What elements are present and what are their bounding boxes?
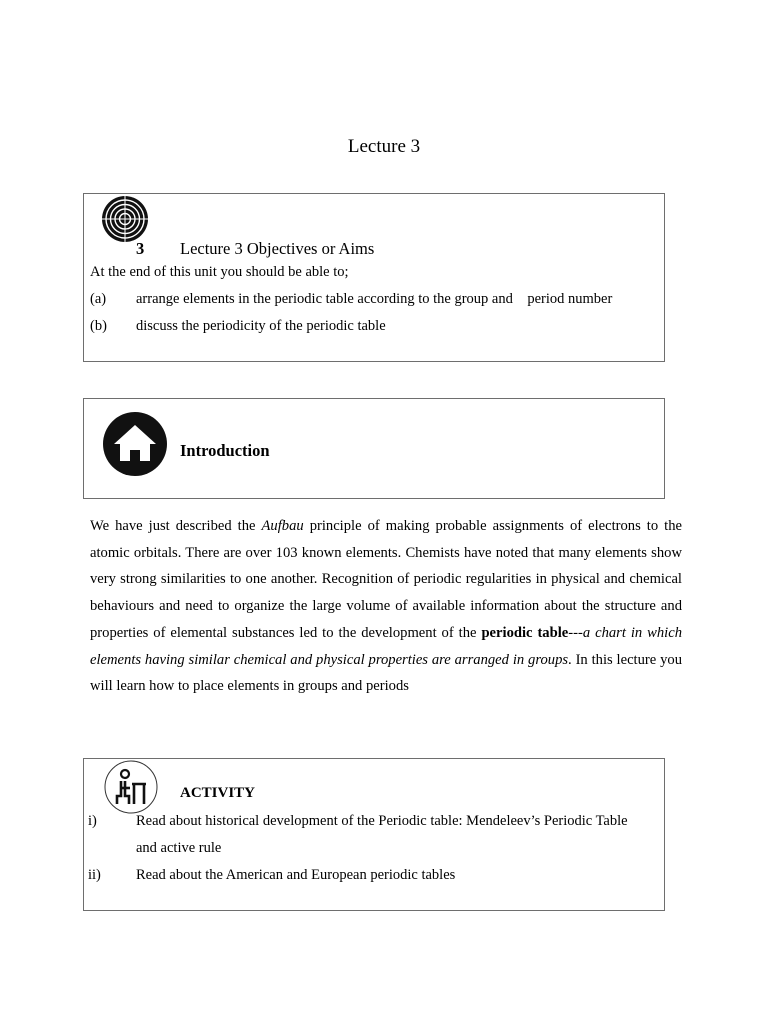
objective-label-b: (b) [90,318,107,334]
objective-label-a: (a) [90,291,107,307]
objective-text-a: arrange elements in the periodic table according to the group and period number [136,291,613,307]
periodic-table-term: periodic table [481,624,569,641]
activity-text-i-continued: and active rule [136,840,222,856]
aufbau-term: Aufbau [261,518,304,534]
introduction-heading: Introduction [180,441,270,460]
target-icon [101,195,149,243]
objectives-number: 3 [136,239,145,258]
home-icon [102,411,168,477]
activity-text-ii: Read about the American and European periodic tables [136,867,456,883]
activity-label-i: i) [88,813,97,829]
activity-text-i: Read about historical development of the Periodic table: Mendeleev’s Periodic Table [136,813,628,829]
introduction-box [83,398,665,499]
objectives-heading: Lecture 3 Objectives or Aims [180,239,375,258]
objective-text-b: discuss the periodicity of the periodic table [136,318,386,334]
paragraph-text-3: . In this lecture you will learn how to place elements in groups and periods [90,651,682,695]
paragraph-dashes: --- [568,624,583,641]
paragraph-text-1: We have just described the [90,518,262,534]
periodic-table-definition: a chart in which elements having similar chemical and physical properties are arranged in groups [90,624,682,668]
page-title: Lecture 3 [347,136,421,157]
activity-label-ii: ii) [88,867,101,883]
student-at-desk-icon [104,760,158,814]
paragraph-text-2: principle of making probable assignments of electrons to the atomic orbitals. There are over 103 known elements. Chemists have noted that many elements show very strong similarities to one another. Recognition of periodic regularities in physical and chemical behaviours and need to organize the large volume of available information about the structure and properties of elemental substances led to the development of the [90,518,682,641]
activity-heading: ACTIVITY [180,785,256,801]
objectives-intro: At the end of this unit you should be able to; [90,264,349,280]
intro-paragraph [90,513,682,700]
